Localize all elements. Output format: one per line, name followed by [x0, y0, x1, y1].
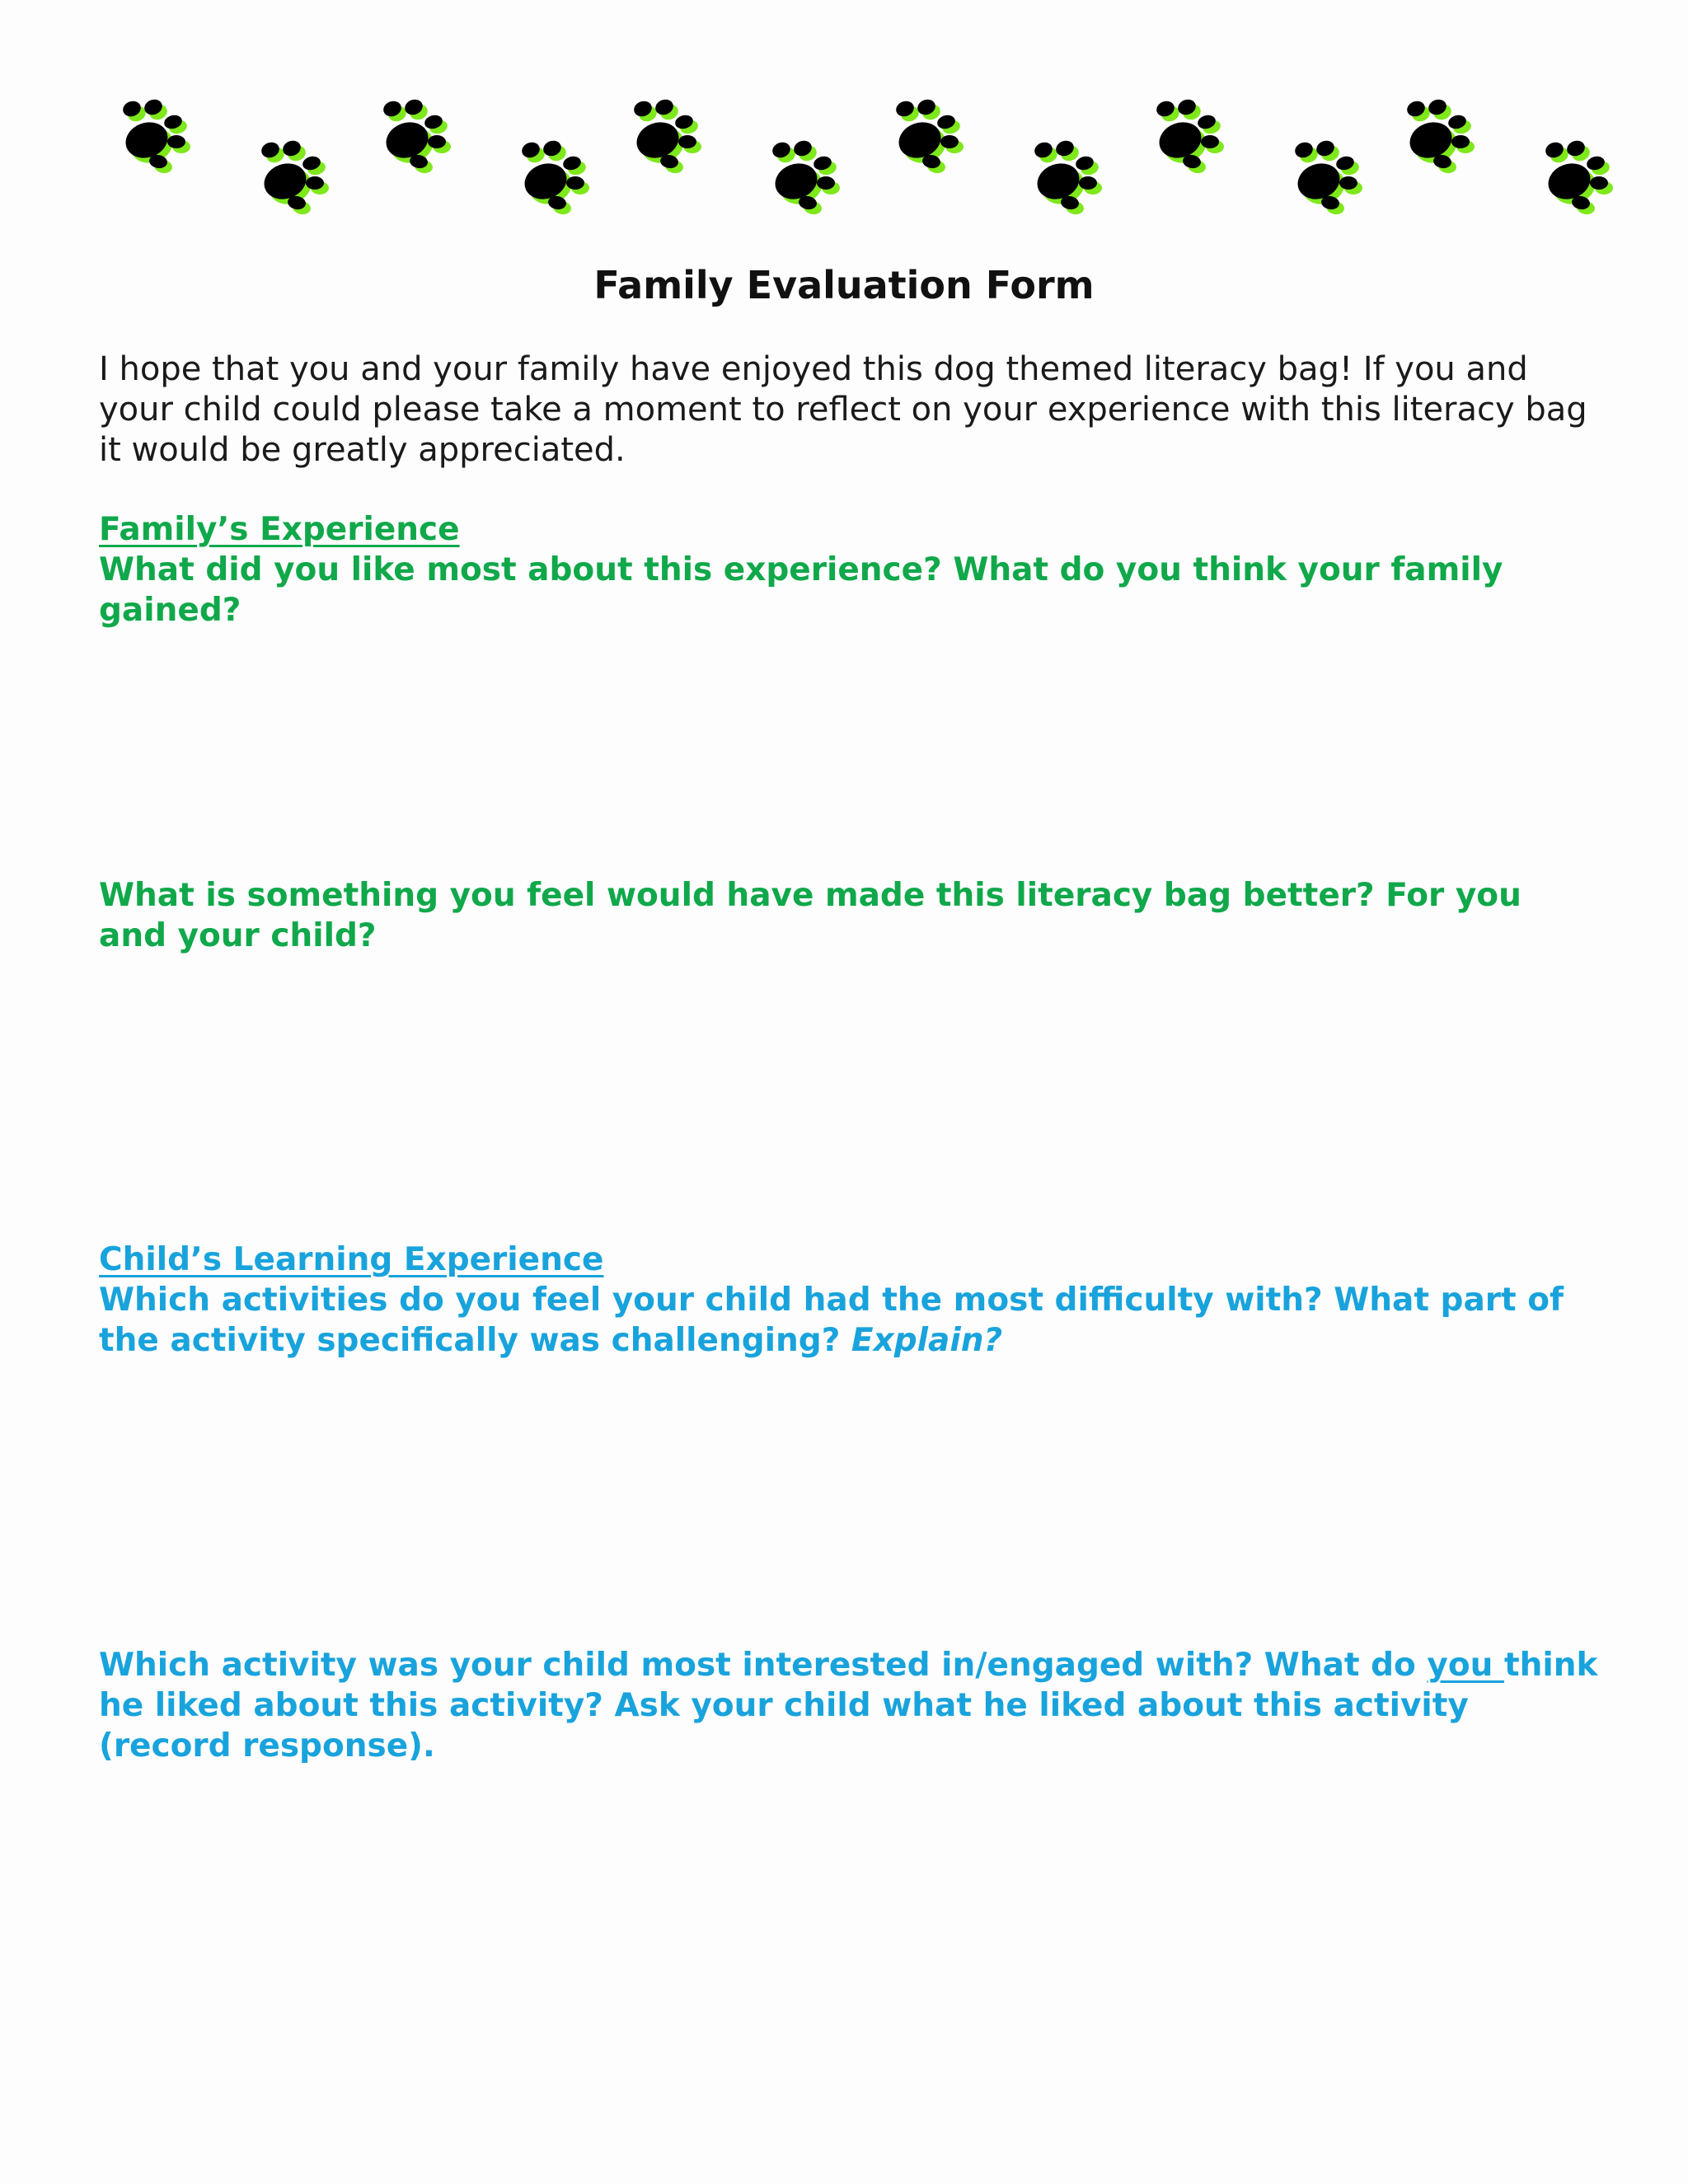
child-question-2-you: you: [1427, 1647, 1504, 1684]
paw-print-icon: [1019, 130, 1109, 221]
child-section: [99, 1240, 1599, 1361]
child-question-2-part1: Which activity was your child most interested in/engaged with? What do: [99, 1647, 1428, 1684]
family-question-2-block: [99, 875, 1599, 956]
child-question-2-block: [99, 1645, 1599, 1766]
child-question-1-explain: Explain?: [851, 1322, 1003, 1359]
paw-print-border: [0, 0, 1688, 231]
paw-print-icon: [757, 130, 847, 221]
family-question-2: What is something you feel would have made this literacy bag better? For you and your child?: [99, 877, 1522, 954]
child-question-1: Which activities do you feel your child had the most difficulty with? What part of the activity specifically was challenging?: [99, 1282, 1564, 1359]
paw-print-icon: [1391, 89, 1482, 180]
paw-print-icon: [618, 89, 709, 180]
child-question-2-part2: think he liked about this activity? Ask your child what he liked about this activity (record response).: [99, 1647, 1598, 1765]
intro-paragraph: I hope that you and your family have enjoyed this dog themed literacy bag! If you and your child could please take a moment to reflect on your experience with this literacy bag it would be greatly appreciated.: [99, 350, 1587, 469]
family-question-1: What did you like most about this experience? What do you think your family gained?: [99, 551, 1503, 629]
paw-print-icon: [1141, 89, 1231, 180]
paw-print-icon: [880, 89, 971, 180]
paw-print-icon: [1279, 130, 1370, 221]
paw-print-icon: [368, 89, 458, 180]
family-section-heading: Family’s Experience: [99, 511, 460, 548]
page-title: Family Evaluation Form: [593, 263, 1095, 307]
paw-print-icon: [107, 89, 198, 180]
family-section: [99, 509, 1599, 630]
child-section-heading: Child’s Learning Experience: [99, 1241, 604, 1278]
paw-print-icon: [246, 130, 336, 221]
paw-print-icon: [506, 130, 597, 221]
paw-print-icon: [1530, 130, 1620, 221]
